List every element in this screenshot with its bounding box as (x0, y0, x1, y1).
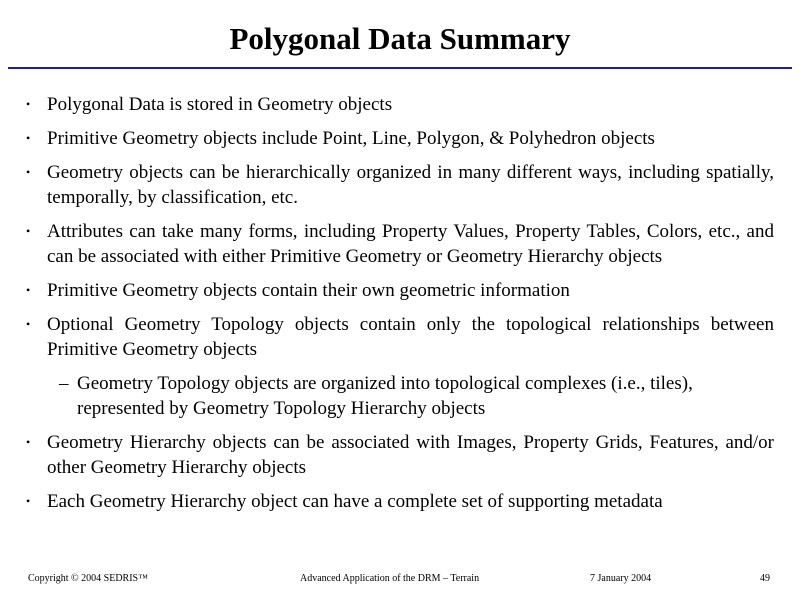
bullet-item (26, 430, 774, 480)
bullet-text: Optional Geometry Topology objects contain only the topological relationships between Primitive Geometry objects (47, 314, 774, 360)
footer-date: 7 January 2004 (590, 573, 652, 584)
sub-bullet-marker: – (59, 373, 69, 394)
footer-page-number: 49 (760, 573, 770, 584)
footer-copyright: Copyright © 2004 SEDRIS™ (28, 573, 148, 584)
bullet-marker: • (26, 317, 31, 331)
title-underline (8, 67, 792, 69)
slide-title: Polygonal Data Summary (229, 21, 571, 56)
bullet-text: Geometry objects can be hierarchically organized in many different ways, including spatially, temporally, by classification, etc. (47, 162, 774, 208)
bullet-item (26, 126, 774, 151)
footer-presentation-title: Advanced Application of the DRM – Terrain (300, 573, 480, 584)
bullet-marker: • (26, 224, 31, 238)
bullet-item (26, 92, 774, 117)
bullet-item (26, 160, 774, 210)
bullet-list (26, 92, 774, 523)
bullet-text: Polygonal Data is stored in Geometry objects (47, 94, 393, 115)
bullet-marker: • (26, 165, 31, 179)
bullet-marker: • (26, 131, 31, 145)
bullet-text: Primitive Geometry objects contain their own geometric information (47, 280, 570, 301)
bullet-item (26, 219, 774, 269)
bullet-item (26, 489, 774, 514)
bullet-marker: • (26, 435, 31, 449)
bullet-marker: • (26, 494, 31, 508)
bullet-text: Primitive Geometry objects include Point, Line, Polygon, & Polyhedron objects (47, 128, 655, 149)
bullet-item (26, 278, 774, 303)
bullet-marker: • (26, 283, 31, 297)
slide-footer (0, 571, 800, 587)
bullet-text: Geometry Hierarchy objects can be associated with Images, Property Grids, Features, and/or other Geometry Hierarchy objects (47, 432, 774, 478)
sub-bullet-text: Geometry Topology objects are organized into topological complexes (i.e., tiles), represented by Geometry Topology Hierarchy objects (77, 373, 693, 419)
bullet-marker: • (26, 97, 31, 111)
bullet-item (26, 312, 774, 362)
bullet-text: Each Geometry Hierarchy object can have a complete set of supporting metadata (47, 491, 663, 512)
sub-bullet-item (59, 371, 774, 421)
bullet-text: Attributes can take many forms, including Property Values, Property Tables, Colors, etc., and can be associated with either Primitive Geometry or Geometry Hierarchy objects (47, 221, 774, 267)
